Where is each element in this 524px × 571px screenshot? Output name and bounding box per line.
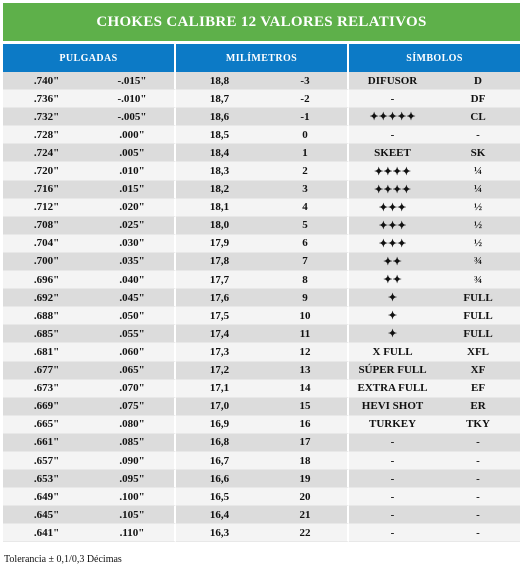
cell-pulgadas-relativo: .065" <box>90 362 176 380</box>
cell-milimetros: 16,3 <box>176 524 263 542</box>
cell-pulgadas-relativo: .025" <box>90 217 176 235</box>
cell-pulgadas-relativo: .075" <box>90 398 176 416</box>
table-row <box>3 416 520 434</box>
cell-pulgadas-relativo: .105" <box>90 506 176 524</box>
cell-simbolo: ✦✦✦✦ <box>349 181 436 199</box>
cell-milimetros-relativo: 14 <box>263 380 349 398</box>
cell-codigo: ½ <box>436 199 520 217</box>
cell-simbolo: ✦✦✦ <box>349 235 436 253</box>
cell-pulgadas: .692" <box>3 289 90 307</box>
table-title: CHOKES CALIBRE 12 VALORES RELATIVOS <box>3 3 520 41</box>
cell-milimetros: 18,2 <box>176 181 263 199</box>
cell-milimetros-relativo: 11 <box>263 325 349 343</box>
cell-codigo: ¼ <box>436 162 520 180</box>
cell-pulgadas-relativo: -.015" <box>90 72 176 90</box>
table-row <box>3 90 520 108</box>
cell-milimetros: 17,4 <box>176 325 263 343</box>
cell-milimetros-relativo: 9 <box>263 289 349 307</box>
table-row <box>3 72 520 90</box>
cell-milimetros-relativo: 10 <box>263 307 349 325</box>
table-row <box>3 271 520 289</box>
cell-codigo: SK <box>436 144 520 162</box>
chokes-table-container <box>3 3 520 542</box>
cell-codigo: ¼ <box>436 181 520 199</box>
table-row <box>3 162 520 180</box>
cell-milimetros: 17,1 <box>176 380 263 398</box>
cell-codigo: D <box>436 72 520 90</box>
cell-milimetros: 16,5 <box>176 488 263 506</box>
cell-pulgadas: .657" <box>3 452 90 470</box>
cell-milimetros: 17,0 <box>176 398 263 416</box>
cell-pulgadas: .732" <box>3 108 90 126</box>
cell-pulgadas-relativo: .045" <box>90 289 176 307</box>
cell-milimetros-relativo: 21 <box>263 506 349 524</box>
cell-pulgadas-relativo: .055" <box>90 325 176 343</box>
cell-milimetros-relativo: 2 <box>263 162 349 180</box>
cell-milimetros-relativo: 16 <box>263 416 349 434</box>
cell-pulgadas: .740" <box>3 72 90 90</box>
cell-milimetros-relativo: 5 <box>263 217 349 235</box>
cell-codigo: FULL <box>436 307 520 325</box>
cell-milimetros: 18,6 <box>176 108 263 126</box>
cell-milimetros-relativo: 7 <box>263 253 349 271</box>
cell-pulgadas: .724" <box>3 144 90 162</box>
cell-codigo: TKY <box>436 416 520 434</box>
cell-simbolo: HEVI SHOT <box>349 398 436 416</box>
table-row <box>3 470 520 488</box>
cell-pulgadas-relativo: .100" <box>90 488 176 506</box>
cell-milimetros: 18,5 <box>176 126 263 144</box>
tolerance-note: Tolerancia ± 0,1/0,3 Décimas <box>4 554 122 565</box>
cell-simbolo: - <box>349 470 436 488</box>
cell-pulgadas: .661" <box>3 434 90 452</box>
cell-pulgadas: .712" <box>3 199 90 217</box>
cell-simbolo: ✦✦✦ <box>349 217 436 235</box>
header-row <box>3 44 520 72</box>
cell-simbolo: - <box>349 434 436 452</box>
cell-milimetros: 16,4 <box>176 506 263 524</box>
cell-milimetros: 18,7 <box>176 90 263 108</box>
cell-milimetros-relativo: 13 <box>263 362 349 380</box>
cell-milimetros-relativo: 20 <box>263 488 349 506</box>
table-row <box>3 126 520 144</box>
cell-codigo: ½ <box>436 235 520 253</box>
cell-codigo: - <box>436 452 520 470</box>
cell-milimetros-relativo: 0 <box>263 126 349 144</box>
cell-milimetros: 16,8 <box>176 434 263 452</box>
cell-codigo: - <box>436 524 520 542</box>
cell-milimetros: 17,9 <box>176 235 263 253</box>
table-row <box>3 524 520 542</box>
cell-codigo: ½ <box>436 217 520 235</box>
cell-simbolo: - <box>349 90 436 108</box>
table-row <box>3 434 520 452</box>
cell-pulgadas: .685" <box>3 325 90 343</box>
cell-milimetros-relativo: 3 <box>263 181 349 199</box>
cell-simbolo: ✦ <box>349 289 436 307</box>
cell-pulgadas-relativo: .000" <box>90 126 176 144</box>
cell-simbolo: - <box>349 488 436 506</box>
cell-pulgadas-relativo: .080" <box>90 416 176 434</box>
cell-pulgadas: .688" <box>3 307 90 325</box>
cell-simbolo: SKEET <box>349 144 436 162</box>
header-pulgadas: PULGADAS <box>3 44 176 72</box>
cell-simbolo: ✦✦✦ <box>349 199 436 217</box>
cell-pulgadas: .708" <box>3 217 90 235</box>
cell-pulgadas-relativo: .085" <box>90 434 176 452</box>
cell-milimetros-relativo: 15 <box>263 398 349 416</box>
cell-pulgadas: .728" <box>3 126 90 144</box>
header-simbolos: SÍMBOLOS <box>349 44 520 72</box>
cell-pulgadas-relativo: .070" <box>90 380 176 398</box>
cell-codigo: FULL <box>436 325 520 343</box>
table-row <box>3 108 520 126</box>
table-row <box>3 144 520 162</box>
cell-simbolo: ✦✦✦✦ <box>349 162 436 180</box>
cell-pulgadas: .696" <box>3 271 90 289</box>
cell-pulgadas: .677" <box>3 362 90 380</box>
cell-pulgadas: .653" <box>3 470 90 488</box>
header-milimetros: MILÍMETROS <box>176 44 349 72</box>
table-row <box>3 235 520 253</box>
cell-codigo: ¾ <box>436 271 520 289</box>
cell-simbolo: ✦✦ <box>349 271 436 289</box>
cell-simbolo: ✦✦✦✦✦ <box>349 108 436 126</box>
cell-codigo: - <box>436 434 520 452</box>
cell-milimetros-relativo: -2 <box>263 90 349 108</box>
table-row <box>3 398 520 416</box>
cell-pulgadas: .704" <box>3 235 90 253</box>
table-row <box>3 289 520 307</box>
table-row <box>3 343 520 361</box>
cell-milimetros-relativo: 12 <box>263 343 349 361</box>
cell-codigo: XFL <box>436 343 520 361</box>
cell-simbolo: TURKEY <box>349 416 436 434</box>
cell-codigo: - <box>436 126 520 144</box>
cell-codigo: DF <box>436 90 520 108</box>
cell-milimetros-relativo: 1 <box>263 144 349 162</box>
cell-simbolo: DIFUSOR <box>349 72 436 90</box>
cell-milimetros: 17,2 <box>176 362 263 380</box>
cell-pulgadas: .669" <box>3 398 90 416</box>
cell-codigo: - <box>436 488 520 506</box>
cell-codigo: - <box>436 506 520 524</box>
table-row <box>3 325 520 343</box>
cell-pulgadas-relativo: .020" <box>90 199 176 217</box>
cell-milimetros-relativo: 22 <box>263 524 349 542</box>
cell-codigo: FULL <box>436 289 520 307</box>
cell-milimetros: 18,4 <box>176 144 263 162</box>
cell-milimetros-relativo: -1 <box>263 108 349 126</box>
table-row <box>3 253 520 271</box>
cell-milimetros: 17,8 <box>176 253 263 271</box>
cell-codigo: CL <box>436 108 520 126</box>
cell-milimetros: 16,6 <box>176 470 263 488</box>
cell-simbolo: ✦ <box>349 307 436 325</box>
table-body <box>3 72 520 542</box>
cell-simbolo: - <box>349 452 436 470</box>
table-row <box>3 199 520 217</box>
cell-milimetros: 18,1 <box>176 199 263 217</box>
cell-milimetros-relativo: 4 <box>263 199 349 217</box>
table-row <box>3 307 520 325</box>
cell-pulgadas: .681" <box>3 343 90 361</box>
cell-milimetros-relativo: 8 <box>263 271 349 289</box>
cell-pulgadas: .649" <box>3 488 90 506</box>
cell-codigo: XF <box>436 362 520 380</box>
table-row <box>3 488 520 506</box>
cell-pulgadas: .645" <box>3 506 90 524</box>
cell-milimetros-relativo: 19 <box>263 470 349 488</box>
cell-pulgadas-relativo: .005" <box>90 144 176 162</box>
cell-milimetros-relativo: 6 <box>263 235 349 253</box>
cell-pulgadas-relativo: .090" <box>90 452 176 470</box>
cell-pulgadas: .736" <box>3 90 90 108</box>
table-row <box>3 506 520 524</box>
cell-pulgadas: .716" <box>3 181 90 199</box>
cell-pulgadas-relativo: .050" <box>90 307 176 325</box>
cell-milimetros: 16,7 <box>176 452 263 470</box>
cell-pulgadas: .720" <box>3 162 90 180</box>
cell-pulgadas: .673" <box>3 380 90 398</box>
table-row <box>3 452 520 470</box>
cell-milimetros: 18,0 <box>176 217 263 235</box>
cell-pulgadas-relativo: -.010" <box>90 90 176 108</box>
cell-simbolo: - <box>349 126 436 144</box>
cell-pulgadas: .641" <box>3 524 90 542</box>
cell-codigo: - <box>436 470 520 488</box>
cell-pulgadas-relativo: .095" <box>90 470 176 488</box>
cell-pulgadas-relativo: -.005" <box>90 108 176 126</box>
table-row <box>3 217 520 235</box>
cell-milimetros: 16,9 <box>176 416 263 434</box>
cell-simbolo: X FULL <box>349 343 436 361</box>
table-row <box>3 362 520 380</box>
table-row <box>3 380 520 398</box>
cell-milimetros-relativo: -3 <box>263 72 349 90</box>
cell-pulgadas: .700" <box>3 253 90 271</box>
cell-pulgadas-relativo: .110" <box>90 524 176 542</box>
cell-milimetros-relativo: 17 <box>263 434 349 452</box>
cell-codigo: EF <box>436 380 520 398</box>
cell-pulgadas-relativo: .030" <box>90 235 176 253</box>
chokes-table <box>3 44 520 542</box>
cell-milimetros: 17,3 <box>176 343 263 361</box>
cell-pulgadas-relativo: .040" <box>90 271 176 289</box>
cell-milimetros-relativo: 18 <box>263 452 349 470</box>
cell-pulgadas: .665" <box>3 416 90 434</box>
cell-milimetros: 18,8 <box>176 72 263 90</box>
cell-simbolo: - <box>349 506 436 524</box>
cell-simbolo: ✦✦ <box>349 253 436 271</box>
cell-simbolo: ✦ <box>349 325 436 343</box>
cell-codigo: ¾ <box>436 253 520 271</box>
cell-pulgadas-relativo: .035" <box>90 253 176 271</box>
cell-simbolo: - <box>349 524 436 542</box>
cell-pulgadas-relativo: .060" <box>90 343 176 361</box>
cell-milimetros: 17,7 <box>176 271 263 289</box>
cell-milimetros: 17,5 <box>176 307 263 325</box>
table-row <box>3 181 520 199</box>
cell-simbolo: SÚPER FULL <box>349 362 436 380</box>
cell-codigo: ER <box>436 398 520 416</box>
cell-milimetros: 18,3 <box>176 162 263 180</box>
cell-pulgadas-relativo: .015" <box>90 181 176 199</box>
cell-pulgadas-relativo: .010" <box>90 162 176 180</box>
cell-milimetros: 17,6 <box>176 289 263 307</box>
cell-simbolo: EXTRA FULL <box>349 380 436 398</box>
